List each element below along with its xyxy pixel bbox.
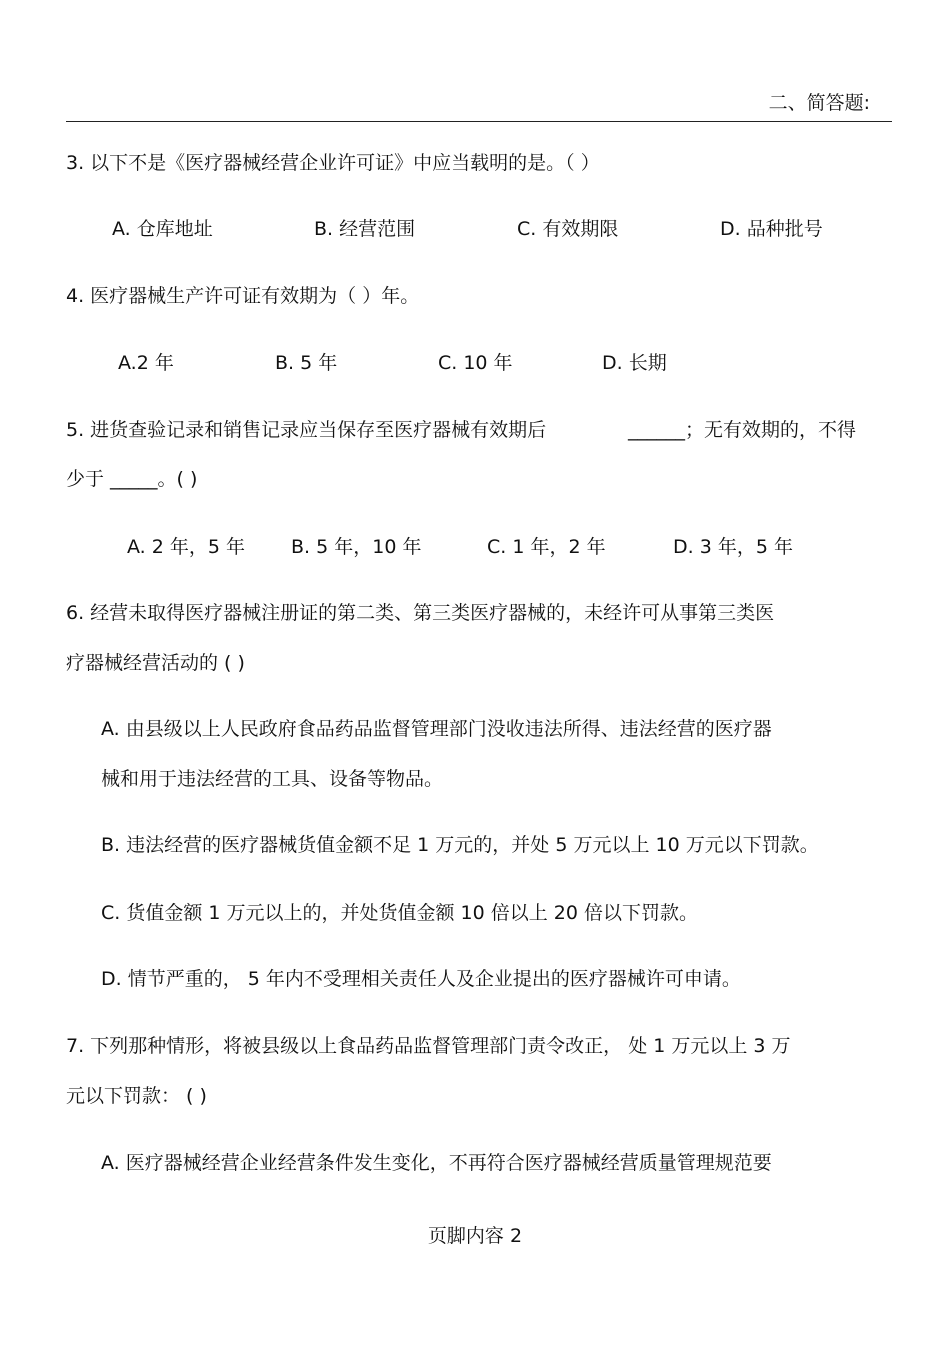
q6-option-a-line1: A. 由县级以上人民政府食品药品监督管理部门没收违法所得、违法经营的医疗器 [101, 718, 772, 740]
q6-option-d: D. 情节严重的， 5 年内不受理相关责任人及企业提出的医疗器械许可申请。 [101, 968, 741, 990]
q3-option-b: B. 经营范围 [314, 218, 416, 240]
q6-option-a-line2: 械和用于违法经营的工具、设备等物品。 [101, 768, 444, 790]
page-footer: 页脚内容 2 [427, 1225, 523, 1247]
q4-stem: 4. 医疗器械生产许可证有效期为（ ）年。 [66, 285, 420, 307]
q3-option-a: A. 仓库地址 [112, 218, 213, 240]
q7-stem-line1: 7. 下列那种情形，将被县级以上食品药品监督管理部门责令改正， 处 1 万元以上 3 万 [66, 1035, 791, 1057]
q5-option-c: C. 1 年，2 年 [487, 536, 606, 558]
q4-option-b: B. 5 年 [275, 352, 338, 374]
q4-option-c: C. 10 年 [438, 352, 513, 374]
q5-stem-line1-blank: ______；无有效期的，不得 [628, 419, 857, 441]
q4-option-a: A.2 年 [118, 352, 174, 374]
q5-stem-line2: 少于 _____。( ) [66, 468, 198, 490]
q7-option-a: A. 医疗器械经营企业经营条件发生变化，不再符合医疗器械经营质量管理规范要 [101, 1152, 772, 1174]
q3-option-d: D. 品种批号 [720, 218, 823, 240]
q6-option-b: B. 违法经营的医疗器械货值金额不足 1 万元的，并处 5 万元以上 10 万元以下罚款。 [101, 834, 819, 856]
q5-stem-line1: 5. 进货查验记录和销售记录应当保存至医疗器械有效期后 [66, 419, 547, 441]
q6-stem-line2: 疗器械经营活动的 ( ) [66, 652, 245, 674]
q6-stem-line1: 6. 经营未取得医疗器械注册证的第二类、第三类医疗器械的，未经许可从事第三类医 [66, 602, 775, 624]
q5-option-a: A. 2 年，5 年 [127, 536, 245, 558]
q6-option-c: C. 货值金额 1 万元以上的，并处货值金额 10 倍以上 20 倍以下罚款。 [101, 902, 699, 924]
header-rule [66, 121, 892, 122]
q5-option-d: D. 3 年，5 年 [673, 536, 793, 558]
q3-option-c: C. 有效期限 [517, 218, 619, 240]
section-header: 二、简答题: [768, 92, 870, 114]
q3-stem: 3. 以下不是《医疗器械经营企业许可证》中应当载明的是。（ ） [66, 152, 600, 174]
q5-option-b: B. 5 年，10 年 [291, 536, 422, 558]
q7-stem-line2: 元以下罚款： ( ) [66, 1085, 207, 1107]
q4-option-d: D. 长期 [602, 352, 667, 374]
